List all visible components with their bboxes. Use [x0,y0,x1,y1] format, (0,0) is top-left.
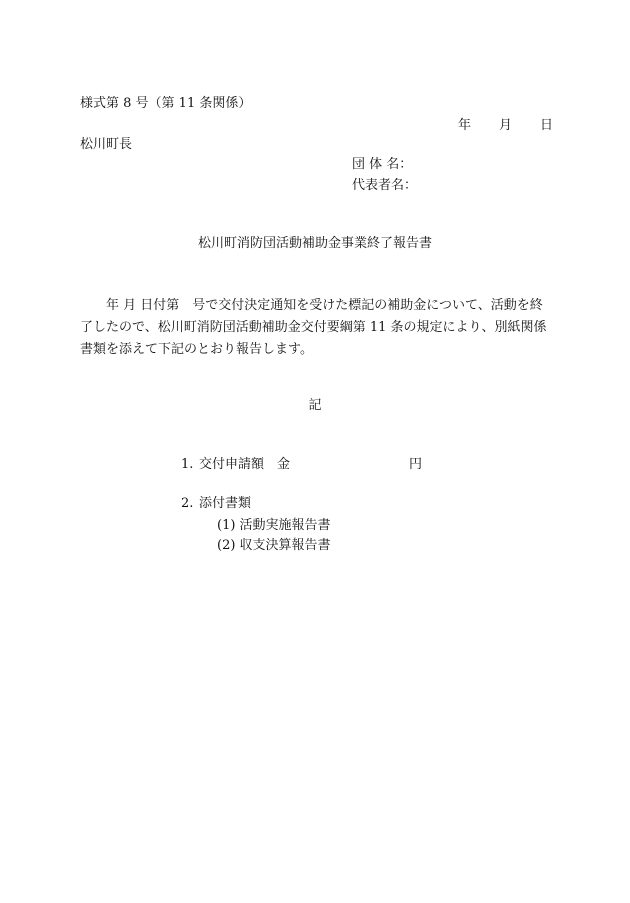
item-label: 添付書類 [199,496,252,511]
item-grant-amount [181,457,423,472]
item-label: 交付申請額 金 [199,457,291,472]
date-day: 日 [540,118,554,133]
item-number: 2. [181,496,194,511]
date-year: 年 [458,118,472,133]
addressee: 松川町長 [80,137,133,152]
yen-unit: 円 [409,457,423,472]
org-name-label: 団 体 名： [352,157,413,172]
date-line [458,119,553,132]
body-paragraph: 年 月 日付第 号で交付決定通知を受けた標記の補助金について、活動を終了したので、松川町消防団活動補助金交付要綱第 11 条の規定により、別紙関係書類を添えて下記のとおり報告します。 [80,298,547,357]
ki-heading: 記 [308,398,322,413]
item-attachments [181,497,251,510]
attachment-financial-report: (2) 収支決算報告書 [217,538,331,553]
representative-label: 代表者名： [352,178,418,193]
document-title: 松川町消防団活動補助金事業終了報告書 [197,236,432,251]
date-month: 月 [499,118,513,133]
item-number: 1. [181,457,194,472]
attachment-activity-report: (1) 活動実施報告書 [217,518,331,533]
form-number: 様式第 8 号（第 11 条関係） [80,96,252,111]
